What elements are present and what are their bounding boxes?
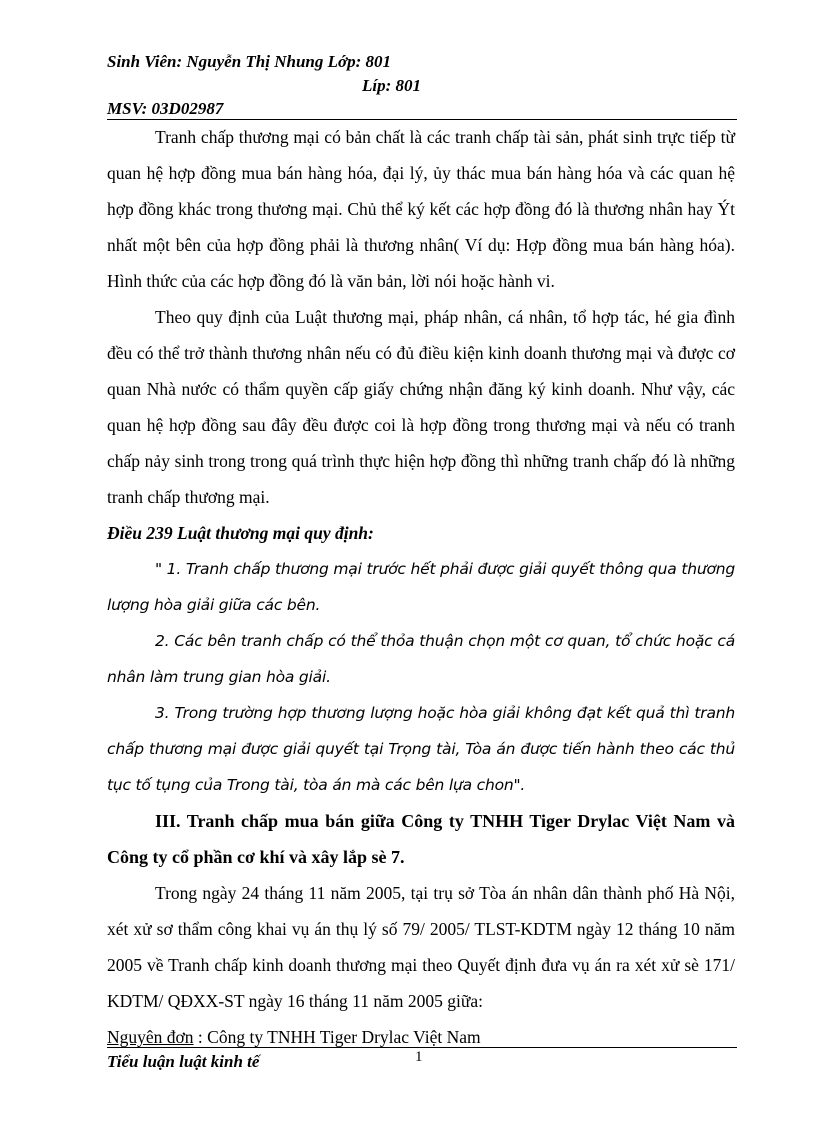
section-heading: III. Tranh chấp mua bán giữa Công ty TNHH Tiger Drylac Việt Nam và Công ty cổ phần cơ khí và xây lắp sè 7. <box>107 811 735 867</box>
class-line: Líp: 801 <box>362 76 422 95</box>
quote-item-1: " 1. Tranh chấp thương mại trước hết phải được giải quyết thông qua thương lượng hòa giải giữa các bên. <box>107 560 735 614</box>
page-number: 1 <box>415 1049 423 1065</box>
document-body <box>107 119 735 1055</box>
plaintiff-value: : Công ty TNHH Tiger Drylac Việt Nam <box>197 1027 481 1047</box>
paragraph-1: Tranh chấp thương mại có bản chất là các tranh chấp tài sản, phát sinh trực tiếp từ quan hệ hợp đồng mua bán hàng hóa, đại lý, ủy thác mua bán hàng hóa và các quan hệ hợp đồng khác trong thương mại. Chủ thể ký kết các hợp đồng đó là thương nhân hay Ýt nhất một bên của hợp đồng phải là thương nhân( Ví dụ: Hợp đồng mua bán hàng hóa). Hình thức của các hợp đồng đó là văn bản, lời nói hoặc hành vi. <box>107 127 735 291</box>
plaintiff-label: Nguyên đơn <box>107 1027 194 1047</box>
student-id: MSV: 03D02987 <box>107 99 224 118</box>
page-footer <box>107 1047 737 1078</box>
page-header <box>107 52 737 122</box>
footer-title: Tiểu luận luật kinh tế <box>107 1052 260 1071</box>
paragraph-2: Theo quy định của Luật thương mại, pháp nhân, cá nhân, tổ hợp tác, hé gia đình đều có thể trở thành thương nhân nếu có đủ điều kiện kinh doanh thương mại và được cơ quan Nhà nước có thẩm quyền cấp giấy chứng nhận đăng ký kinh doanh. Như vậy, các quan hệ hợp đồng sau đây đều được coi là hợp đồng trong thương mại và nếu có tranh chấp nảy sinh trong trong quá trình thực hiện hợp đồng thì những tranh chấp đó là những tranh chấp thương mại. <box>107 307 735 507</box>
paragraph-3: Trong ngày 24 tháng 11 năm 2005, tại trụ sở Tòa án nhân dân thành phố Hà Nội, xét xử sơ thẩm công khai vụ án thụ lý số 79/ 2005/ TLST-KDTM ngày 12 tháng 10 năm 2005 về Tranh chấp kinh doanh thương mại theo Quyết định đưa vụ án ra xét xử sè 171/ KDTM/ QĐXX-ST ngày 16 tháng 11 năm 2005 giữa: <box>107 883 735 1011</box>
article-heading: Điều 239 Luật thương mại quy định: <box>107 523 374 543</box>
quote-item-3: 3. Trong trường hợp thương lượng hoặc hòa giải không đạt kết quả thì tranh chấp thương mại được giải quyết tại Trọng tài, Tòa án được tiến hành theo các thủ tục tố tụng của Trong tài, tòa án mà các bên lựa chon". <box>107 704 735 794</box>
student-name-class: Sinh Viên: Nguyễn Thị Nhung Lớp: 801 <box>107 52 392 71</box>
quote-item-2: 2. Các bên tranh chấp có thể thỏa thuận chọn một cơ quan, tổ chức hoặc cá nhân làm trung gian hòa giải. <box>107 632 735 686</box>
